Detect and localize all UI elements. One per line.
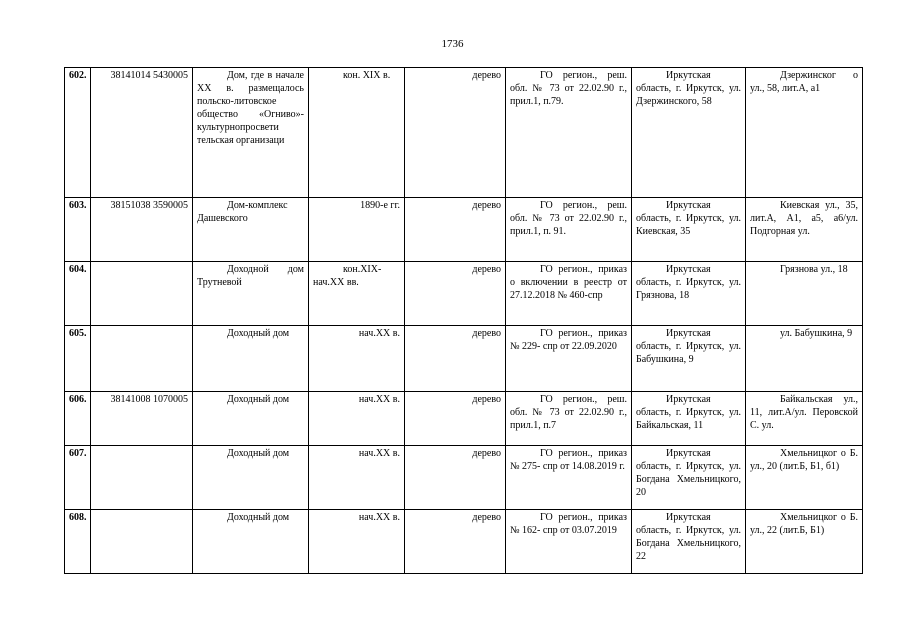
object-material: дерево [405,262,506,326]
protection-document: ГО регион., приказ о включении в реестр от 27.12.2018 № 460-спр [506,262,632,326]
object-material: дерево [405,510,506,574]
object-date: нач.XX в. [309,446,405,510]
table-row [65,446,863,510]
object-location: Дзержинског о ул., 58, лит.А, а1 [746,68,863,198]
object-name: Доходный дом [193,446,309,510]
table-row [65,198,863,262]
object-name: Доходной дом Трутневой [193,262,309,326]
object-address: Иркутская область, г. Иркутск, ул. Байкальская, 11 [632,392,746,446]
object-date: нач.XX в. [309,392,405,446]
object-location: ул. Бабушкина, 9 [746,326,863,392]
protection-document: ГО регион., приказ № 162- спр от 03.07.2019 [506,510,632,574]
object-name: Дом-комплекс Дашевского [193,198,309,262]
table-row [65,68,863,198]
registry-code: 38151038 3590005 [91,198,193,262]
object-date: кон.XIX-нач.XX вв. [309,262,405,326]
object-material: дерево [405,326,506,392]
row-number: 605. [65,326,91,392]
protection-document: ГО регион., реш. обл. № 73 от 22.02.90 г., прил.1, п. 91. [506,198,632,262]
registry-code [91,326,193,392]
object-date: кон. XIX в. [309,68,405,198]
object-location: Хмельницког о Б. ул., 22 (лит.Б, Б1) [746,510,863,574]
registry-code: 38141008 1070005 [91,392,193,446]
object-material: дерево [405,198,506,262]
registry-body [65,68,863,574]
registry-code [91,510,193,574]
object-location: Хмельницког о Б. ул., 20 (лит.Б, Б1, б1) [746,446,863,510]
object-address: Иркутская область, г. Иркутск, ул. Богдана Хмельницкого, 22 [632,510,746,574]
protection-document: ГО регион., реш. обл. № 73 от 22.02.90 г., прил.1, п.7 [506,392,632,446]
heritage-registry-table [64,67,863,574]
object-material: дерево [405,68,506,198]
object-name: Доходный дом [193,326,309,392]
table-row [65,326,863,392]
object-location: Байкальская ул., 11, лит.А/ул. Перовской С. ул. [746,392,863,446]
object-address: Иркутская область, г. Иркутск, ул. Богдана Хмельницкого, 20 [632,446,746,510]
row-number: 608. [65,510,91,574]
row-number: 606. [65,392,91,446]
object-location: Грязнова ул., 18 [746,262,863,326]
row-number: 607. [65,446,91,510]
object-address: Иркутская область, г. Иркутск, ул. Бабушкина, 9 [632,326,746,392]
object-name: Доходный дом [193,510,309,574]
object-date: нач.XX в. [309,510,405,574]
protection-document: ГО регион., приказ № 229- спр от 22.09.2020 [506,326,632,392]
page-number: 1736 [441,38,464,50]
registry-code [91,446,193,510]
object-name: Дом, где в начале XX в. размещалось польско-литовское общество «Огниво»-культурнопросвети тельская организаци [193,68,309,198]
object-date: 1890-е гг. [309,198,405,262]
table-row [65,262,863,326]
object-location: Киевская ул., 35, лит.А, А1, а5, а6/ул. Подгорная ул. [746,198,863,262]
object-date: нач.XX в. [309,326,405,392]
row-number: 602. [65,68,91,198]
object-name: Доходный дом [193,392,309,446]
row-number: 603. [65,198,91,262]
registry-code [91,262,193,326]
object-address: Иркутская область, г. Иркутск, ул. Киевская, 35 [632,198,746,262]
registry-code: 38141014 5430005 [91,68,193,198]
object-material: дерево [405,446,506,510]
row-number: 604. [65,262,91,326]
object-address: Иркутская область, г. Иркутск, ул. Дзержинского, 58 [632,68,746,198]
protection-document: ГО регион., реш. обл. № 73 от 22.02.90 г., прил.1, п.79. [506,68,632,198]
table-row [65,392,863,446]
object-material: дерево [405,392,506,446]
protection-document: ГО регион., приказ № 275- спр от 14.08.2019 г. [506,446,632,510]
object-address: Иркутская область, г. Иркутск, ул. Грязнова, 18 [632,262,746,326]
table-row [65,510,863,574]
